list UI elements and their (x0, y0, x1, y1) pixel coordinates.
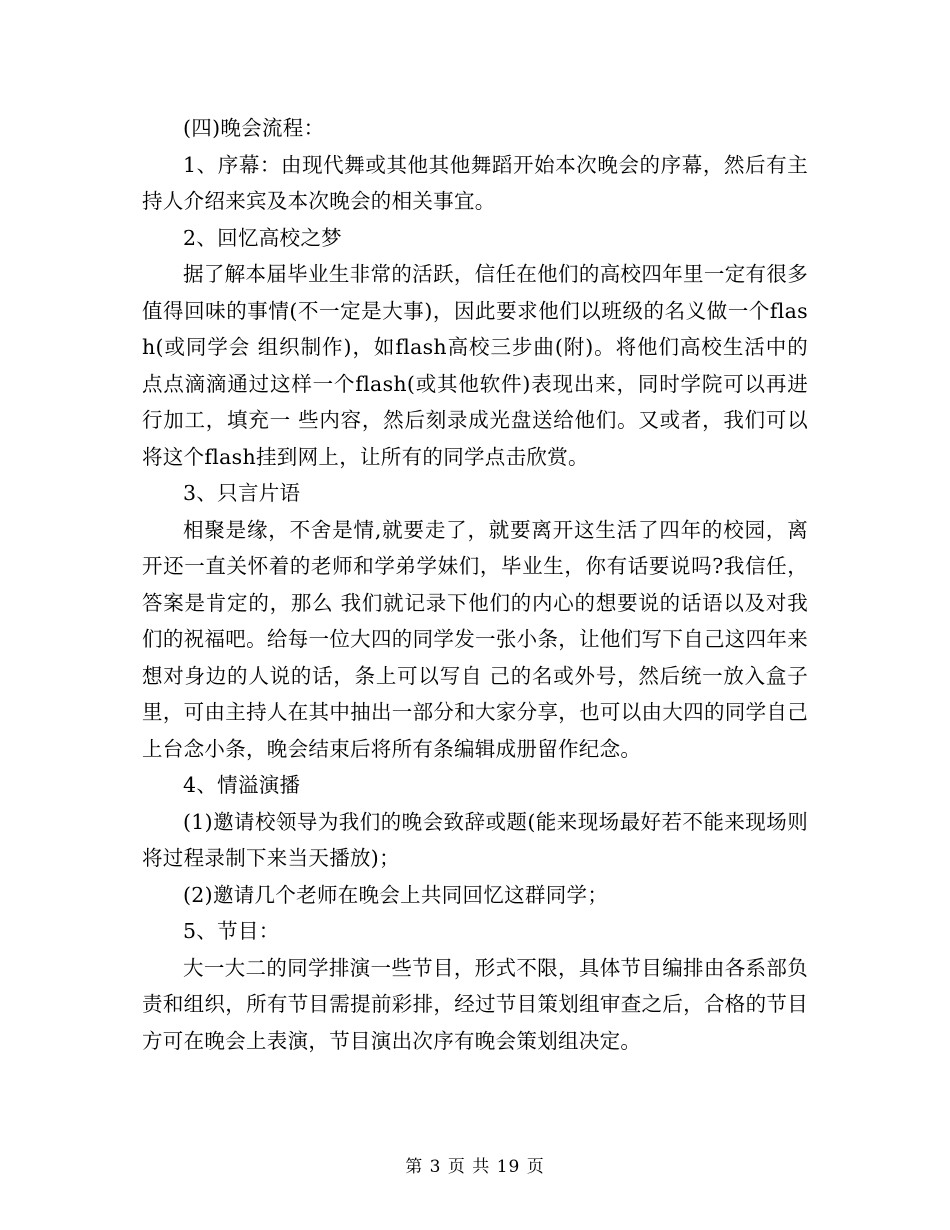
paragraph-words: 相聚是缘，不舍是情,就要走了，就要离开这生活了四年的校园，离开还一直关怀着的老师和学弟学妹们，毕业生，你有话要说吗?我信任，答案是肯定的，那么 我们就记录下他们的内心的想要说的话语以及对我们的祝福吧。给每一位大四的同学发一张小条，让他们写下自己这四年来想对身边的人说的话，条上可以写自 己的名或外号，然后统一放入盒子里，可由主持人在其中抽出一部分和大家分享，也可以由大四的同学自己上台念小条，晚会结束后将所有条编辑成册留作纪念。 (142, 517, 808, 761)
paragraph-memories: 据了解本届毕业生非常的活跃，信任在他们的高校四年里一定有很多值得回味的事情(不一定是大事)，因此要求他们以班级的名义做一个flash(或同学会 组织制作)，如flash高校三步曲(附)。将他们高校生活中的点点滴滴通过这样一个flash(或其他软件)表现出来，同时学院可以再进行加工，填充一 些内容，然后刻录成光盘送给他们。又或者，我们可以将这个flash挂到网上，让所有的同学点击欣赏。 (142, 262, 808, 469)
paragraph-performances: 大一大二的同学排演一些节目，形式不限，具体节目编排由各系部负责和组织，所有节目需提前彩排，经过节目策划组审查之后，合格的节目方可在晚会上表演，节目演出次序有晚会策划组决定。 (142, 955, 808, 1053)
item-heading-performances: 5、节目： (183, 919, 280, 943)
page-number-footer: 第 3 页 共 19 页 (405, 1157, 545, 1177)
paragraph-invite-teachers: (2)邀请几个老师在晚会上共同回忆这群同学； (183, 882, 609, 907)
document-body (142, 110, 808, 1059)
item-heading-broadcast: 4、情溢演播 (183, 773, 301, 797)
item-heading-memories: 2、回忆高校之梦 (183, 225, 342, 250)
item-heading-words: 3、只言片语 (183, 481, 301, 505)
paragraph-prologue: 1、序幕：由现代舞或其他其他舞蹈开始本次晚会的序幕，然后有主持人介绍来宾及本次晚会的相关事宜。 (142, 152, 808, 213)
paragraph-invite-leaders: (1)邀请校领导为我们的晚会致辞或题(能来现场最好若不能来现场则将过程录制下来当天播放)； (142, 809, 808, 870)
section-heading-program: (四)晚会流程： (183, 116, 325, 140)
